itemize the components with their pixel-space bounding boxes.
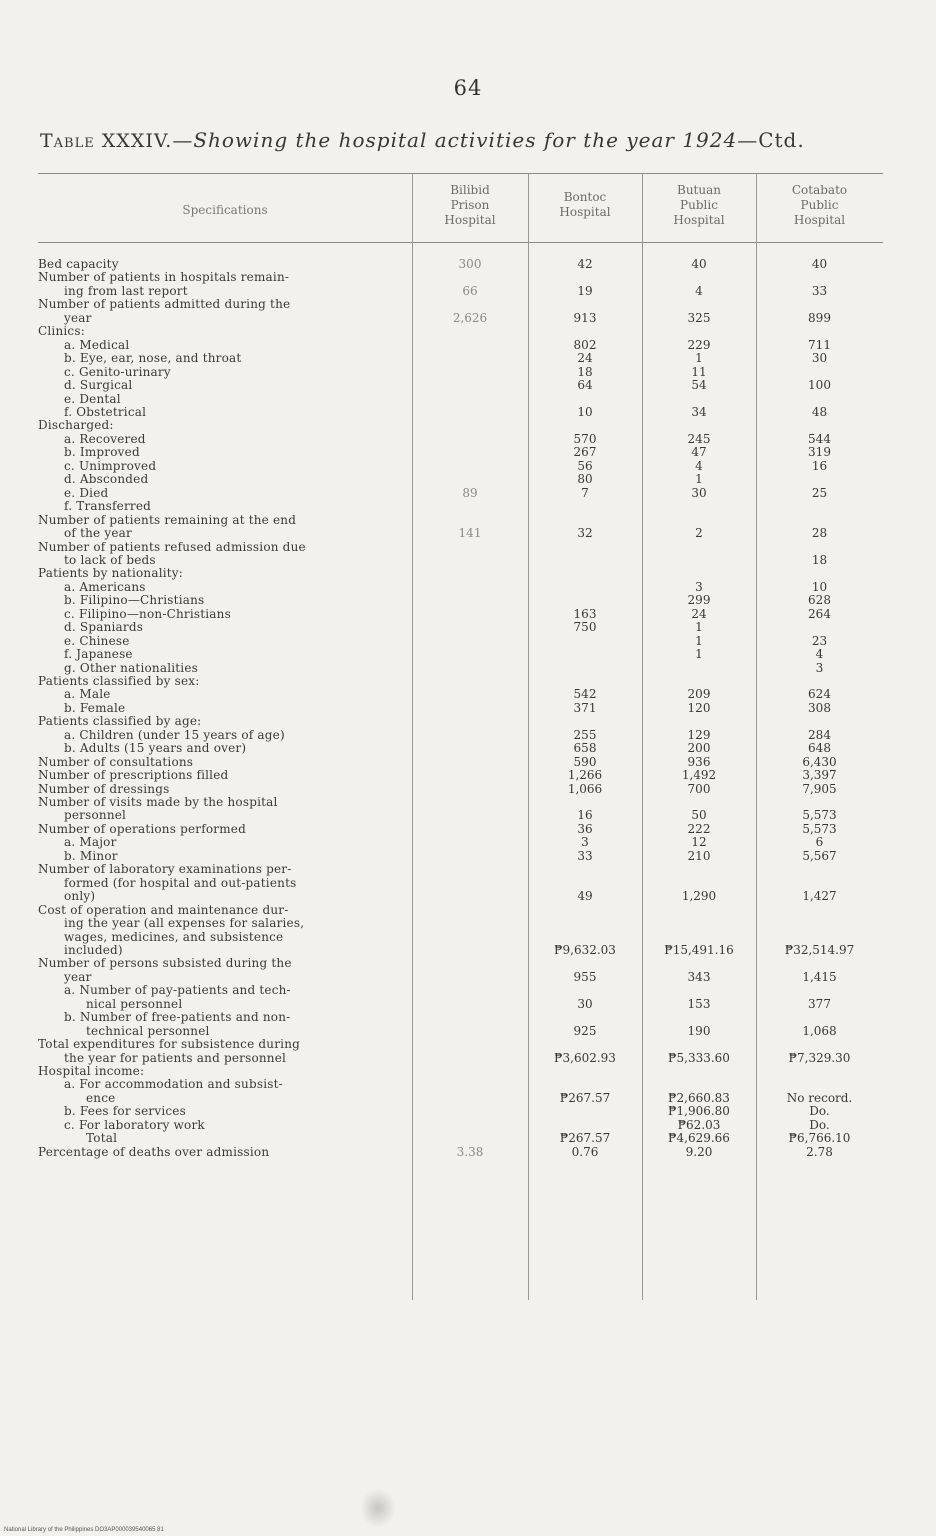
row-cell: Do. [809, 1117, 830, 1132]
header-col-line: Hospital [673, 213, 725, 227]
row-cell: 222 [687, 821, 711, 836]
header-col-line: Hospital [444, 213, 496, 227]
row-cell: 1 [695, 620, 703, 635]
row-cell: 1,290 [681, 889, 717, 904]
row-cell: 40 [811, 257, 828, 271]
row-cell: 16 [811, 458, 828, 473]
row-cell: 899 [808, 310, 831, 325]
table-row [38, 1052, 883, 1065]
row-cell: 3 [581, 835, 589, 850]
table-row [38, 379, 883, 392]
row-label: ing the year (all expenses for salaries, [64, 917, 305, 930]
row-label: a. Children (under 15 years of age) [64, 728, 285, 742]
row-cell: 47 [691, 445, 707, 460]
table-row [38, 554, 883, 567]
row-label: b. Improved [64, 446, 140, 460]
table-row [38, 514, 883, 527]
table-row [38, 393, 883, 406]
table-row [38, 944, 883, 957]
row-cell: 371 [573, 700, 597, 715]
row-label: c. Unimproved [64, 459, 157, 473]
row-cell: ₱2,660.83 [668, 1090, 730, 1105]
row-cell: ₱267.57 [559, 1090, 611, 1105]
table-row [38, 473, 883, 486]
table-row [38, 1038, 883, 1051]
row-label: Number of operations performed [38, 822, 246, 836]
row-label: c. Genito-urinary [64, 365, 171, 379]
table-row [38, 715, 883, 728]
table-row [38, 366, 883, 379]
table-row [38, 823, 883, 836]
header-col-line: Butuan [677, 183, 721, 197]
header-col-bilibid [412, 183, 528, 228]
row-cell: 30 [577, 996, 593, 1011]
table-row [38, 312, 883, 325]
row-label: b. Female [64, 701, 126, 715]
row-label: Number of patients admitted during the [38, 298, 291, 312]
row-label: e. Chinese [64, 634, 130, 648]
row-cell: 10 [811, 579, 828, 594]
row-cell: 628 [808, 593, 831, 608]
table-title-tail: —Ctd. [737, 128, 805, 152]
row-cell: ₱6,766.10 [788, 1131, 851, 1146]
table-row [38, 1011, 883, 1024]
row-cell: 23 [811, 633, 828, 648]
table-row [38, 1078, 883, 1091]
table-row [38, 567, 883, 580]
table-row [38, 487, 883, 500]
row-cell: 153 [687, 996, 711, 1011]
table-row [38, 594, 883, 607]
row-cell: 18 [811, 552, 828, 567]
table-row [38, 756, 883, 769]
row-cell: 1 [695, 633, 703, 648]
row-cell: 308 [808, 700, 831, 715]
header-col-cotabato [756, 183, 883, 228]
header-col-butuan [642, 183, 756, 228]
table-row [38, 850, 883, 863]
row-cell: 7 [581, 485, 589, 500]
row-cell: 33 [577, 848, 593, 863]
table-row [38, 796, 883, 809]
row-cell: 210 [687, 848, 711, 863]
row-cell: 544 [808, 431, 831, 446]
row-label: Patients classified by sex: [38, 675, 200, 688]
table-row [38, 406, 883, 419]
row-cell: ₱1,906.80 [668, 1104, 730, 1119]
table-row [38, 890, 883, 903]
row-label: ence [86, 1091, 116, 1105]
row-cell: 802 [573, 337, 597, 352]
row-cell: 700 [687, 781, 711, 796]
row-cell: 49 [577, 889, 593, 904]
row-label: d. Absconded [64, 473, 149, 487]
table-row [38, 729, 883, 742]
row-cell: 542 [573, 687, 597, 702]
row-cell: 30 [691, 485, 707, 500]
row-cell: 3,397 [802, 768, 837, 783]
row-cell: ₱9,632.03 [554, 942, 616, 957]
row-label: e. Died [64, 486, 109, 500]
row-cell: 80 [577, 472, 593, 487]
table-row [38, 352, 883, 365]
scan-smudge [360, 1488, 396, 1528]
row-cell: ₱4,629.66 [668, 1131, 730, 1146]
row-cell: ₱3,602.93 [554, 1050, 616, 1065]
row-label: a. Recovered [64, 432, 146, 446]
row-label: Total expenditures for subsistence during [38, 1038, 301, 1052]
row-label: d. Surgical [64, 379, 133, 393]
table-row [38, 688, 883, 701]
row-cell: No record. [786, 1090, 853, 1105]
row-cell: 319 [808, 445, 831, 460]
row-label: Total [86, 1132, 118, 1146]
row-cell: ₱7,329.30 [788, 1050, 851, 1065]
header-col-line: Bontoc [563, 190, 607, 204]
row-cell: 711 [808, 337, 831, 352]
row-cell: 56 [577, 458, 593, 473]
row-cell: 570 [573, 431, 597, 446]
row-label: a. For accommodation and subsist- [64, 1078, 283, 1092]
row-label: a. Americans [64, 580, 146, 594]
row-cell: 590 [573, 754, 597, 769]
table-row [38, 675, 883, 688]
row-label: a. Number of pay-patients and tech- [64, 984, 291, 998]
table-row [38, 863, 883, 876]
row-label: a. Medical [64, 338, 130, 352]
header-col-line: Cotabato [791, 183, 848, 197]
table-title-dash: — [172, 128, 194, 152]
table-row [38, 1092, 883, 1105]
row-cell: 3 [695, 579, 703, 594]
table-row [38, 527, 883, 540]
row-cell: 129 [687, 727, 711, 742]
table-row [38, 285, 883, 298]
row-cell: 100 [808, 378, 831, 393]
row-label: Patients classified by age: [38, 715, 202, 729]
row-label: b. Adults (15 years and over) [64, 742, 247, 756]
row-label: of the year [64, 527, 132, 540]
row-cell: ₱15,491.16 [664, 942, 734, 957]
row-cell: 4 [695, 458, 703, 473]
row-label: Discharged: [38, 419, 114, 433]
row-label: Number of persons subsisted during the [38, 957, 292, 971]
row-cell: 30 [811, 351, 828, 366]
table-row [38, 662, 883, 675]
table-row [38, 581, 883, 594]
row-cell: 913 [573, 310, 597, 325]
row-label: a. Major [64, 836, 117, 850]
row-cell: 12 [691, 835, 707, 850]
table-row [38, 271, 883, 284]
row-label: b. Filipino—Christians [64, 594, 205, 608]
row-cell: 1,415 [802, 969, 837, 984]
row-label: c. Filipino—non-Christians [64, 607, 231, 621]
row-cell: 18 [577, 364, 593, 379]
row-cell: 1 [695, 351, 703, 366]
table-row [38, 460, 883, 473]
row-cell: 1,266 [567, 768, 603, 783]
table-row [38, 1065, 883, 1078]
row-cell: 1,427 [802, 889, 837, 904]
row-cell: 40 [691, 257, 707, 271]
row-cell: 267 [573, 445, 597, 460]
row-label: Number of visits made by the hospital [38, 796, 278, 809]
row-label: b. Number of free-patients and non- [64, 1011, 291, 1025]
row-cell: ₱5,333.60 [668, 1050, 730, 1065]
row-cell: 48 [811, 404, 828, 419]
table-row [38, 742, 883, 755]
row-cell: 9.20 [685, 1144, 713, 1159]
row-cell: 24 [577, 351, 593, 366]
row-label: technical personnel [86, 1024, 210, 1038]
header-col-line: Public [680, 198, 718, 212]
header-col-line: Bilibid [450, 183, 490, 197]
row-cell: 89 [462, 485, 478, 500]
row-label: Clinics: [38, 325, 85, 339]
row-cell: 42 [577, 257, 593, 271]
row-label: formed (for hospital and out-patients [64, 876, 297, 890]
row-cell: Do. [809, 1104, 830, 1119]
row-cell: 24 [691, 606, 707, 621]
row-label: Patients by nationality: [38, 567, 184, 581]
row-cell: 229 [687, 337, 711, 352]
table-row [38, 608, 883, 621]
page-number: 64 [453, 76, 483, 100]
row-cell: 343 [687, 969, 711, 984]
row-cell: 0.76 [571, 1144, 599, 1159]
table-title [40, 128, 890, 152]
table-title-italic: Showing the hospital activities for the year 1924 [193, 128, 738, 152]
row-label: nical personnel [86, 997, 183, 1011]
table-row [38, 648, 883, 661]
row-cell: 5,573 [802, 808, 837, 823]
row-cell: 54 [691, 378, 707, 393]
table-title-lead: Table XXXIV. [40, 130, 173, 152]
row-cell: 299 [687, 593, 711, 608]
row-label: Cost of operation and maintenance dur- [38, 903, 289, 917]
row-label: the year for patients and personnel [64, 1051, 287, 1065]
row-label: Number of patients in hospitals remain- [38, 271, 290, 285]
table-row [38, 1146, 883, 1159]
row-label: Number of prescriptions filled [38, 769, 229, 783]
row-label: f. Japanese [64, 648, 133, 661]
header-col-line: Hospital [793, 213, 846, 227]
row-cell: 209 [687, 687, 711, 702]
row-cell: 624 [808, 687, 831, 702]
header-col-line: Public [800, 198, 839, 212]
table-row [38, 1119, 883, 1132]
row-cell: ₱62.03 [677, 1117, 721, 1132]
row-cell: 264 [808, 606, 831, 621]
table-row [38, 957, 883, 970]
row-cell: 2 [695, 526, 703, 540]
row-cell: 66 [462, 283, 478, 298]
table-row [38, 1132, 883, 1145]
table-row [38, 877, 883, 890]
row-label: Number of patients remaining at the end [38, 513, 297, 527]
row-cell: 163 [573, 606, 597, 621]
row-cell: 245 [687, 431, 711, 446]
row-label: year [64, 970, 92, 984]
row-label: only) [64, 890, 96, 904]
table-row [38, 836, 883, 849]
row-cell: 325 [687, 310, 711, 325]
table-row [38, 446, 883, 459]
row-label: Number of dressings [38, 782, 170, 796]
row-label: Number of laboratory examinations per- [38, 863, 292, 877]
row-label: e. Dental [64, 392, 121, 406]
row-cell: 3.38 [456, 1144, 484, 1159]
row-label: a. Male [64, 688, 111, 702]
row-cell: 190 [687, 1023, 711, 1038]
row-cell: 50 [691, 808, 707, 823]
row-cell: 4 [695, 283, 703, 298]
table-row [38, 339, 883, 352]
table-row [38, 702, 883, 715]
row-cell: 936 [687, 754, 711, 769]
table-row [38, 433, 883, 446]
header-col-bontoc [528, 190, 642, 220]
row-cell: 648 [808, 741, 831, 756]
row-cell: 33 [811, 283, 828, 298]
table-row [38, 1025, 883, 1038]
row-label: Number of consultations [38, 755, 194, 769]
row-cell: ₱267.57 [559, 1131, 611, 1146]
row-label: to lack of beds [64, 553, 156, 567]
table-row [38, 984, 883, 997]
row-cell: 1,066 [567, 781, 603, 796]
row-cell: 1 [695, 647, 703, 661]
row-cell: 1 [695, 472, 703, 487]
row-label: Number of patients refused admission due [38, 540, 306, 554]
row-label: g. Other nationalities [64, 661, 198, 675]
row-cell: 300 [458, 257, 482, 271]
header-col-line: Hospital [559, 205, 611, 219]
row-label: year [64, 311, 92, 325]
row-label: b. Eye, ear, nose, and throat [64, 352, 242, 366]
row-cell: 255 [573, 727, 597, 742]
row-label: f. Obstetrical [64, 405, 147, 419]
row-label: b. Fees for services [64, 1105, 186, 1119]
table-row [38, 1105, 883, 1118]
row-cell: 6 [815, 835, 824, 850]
row-cell: 36 [577, 821, 593, 836]
table-row [38, 635, 883, 648]
table-row [38, 917, 883, 930]
table-row [38, 971, 883, 984]
table-row [38, 258, 883, 271]
table-row [38, 783, 883, 796]
table-row [38, 419, 883, 432]
row-cell: 16 [577, 808, 593, 823]
row-cell: 5,573 [802, 821, 837, 836]
row-label: Hospital income: [38, 1065, 145, 1078]
row-cell: 2.78 [806, 1144, 833, 1159]
row-cell: 1,492 [681, 768, 717, 783]
row-label: f. Transferred [64, 500, 152, 514]
row-label: b. Minor [64, 849, 118, 863]
row-cell: 19 [577, 283, 593, 298]
row-cell: 658 [573, 741, 597, 756]
row-cell: 64 [577, 378, 593, 393]
table-row [38, 998, 883, 1011]
row-cell: 32 [577, 526, 593, 540]
row-label: ing from last report [64, 284, 188, 298]
row-cell: 34 [691, 404, 707, 419]
table-row [38, 809, 883, 822]
header-col-line: Prison [450, 198, 490, 212]
row-label: Percentage of deaths over admission [38, 1145, 270, 1159]
footer-identifier: National Library of the Philippines DO3AP000039540065 81 [4, 1527, 164, 1533]
row-cell: 4 [815, 647, 824, 661]
header-specifications: Specifications [182, 203, 268, 217]
row-cell: 200 [687, 741, 711, 756]
row-cell: 284 [808, 727, 831, 742]
row-cell: 141 [458, 526, 482, 540]
row-cell: 750 [573, 620, 597, 635]
row-label: included) [64, 943, 123, 957]
row-label: d. Spaniards [64, 621, 144, 635]
table-row [38, 500, 883, 513]
row-cell: 25 [811, 485, 828, 500]
table-row [38, 904, 883, 917]
row-cell: ₱32,514.97 [784, 942, 855, 957]
row-label: c. For laboratory work [64, 1118, 205, 1132]
table-row [38, 621, 883, 634]
row-cell: 3 [815, 660, 824, 675]
row-cell: 1,068 [802, 1023, 837, 1038]
row-cell: 28 [811, 526, 828, 540]
row-cell: 7,905 [802, 781, 837, 796]
row-label: wages, medicines, and subsistence [64, 930, 284, 944]
row-cell: 2,626 [452, 310, 488, 325]
row-cell: 11 [691, 364, 707, 379]
table-row [38, 931, 883, 944]
row-cell: 5,567 [802, 848, 837, 863]
row-cell: 120 [687, 700, 711, 715]
row-cell: 925 [573, 1023, 597, 1038]
row-label: Bed capacity [38, 258, 119, 271]
table-row [38, 298, 883, 311]
row-label: personnel [64, 809, 127, 823]
row-cell: 955 [573, 969, 597, 984]
row-cell: 10 [577, 404, 593, 419]
row-cell: 377 [808, 996, 831, 1011]
table-row [38, 769, 883, 782]
table-row [38, 325, 883, 338]
table-row [38, 541, 883, 554]
row-cell: 6,430 [802, 754, 837, 769]
